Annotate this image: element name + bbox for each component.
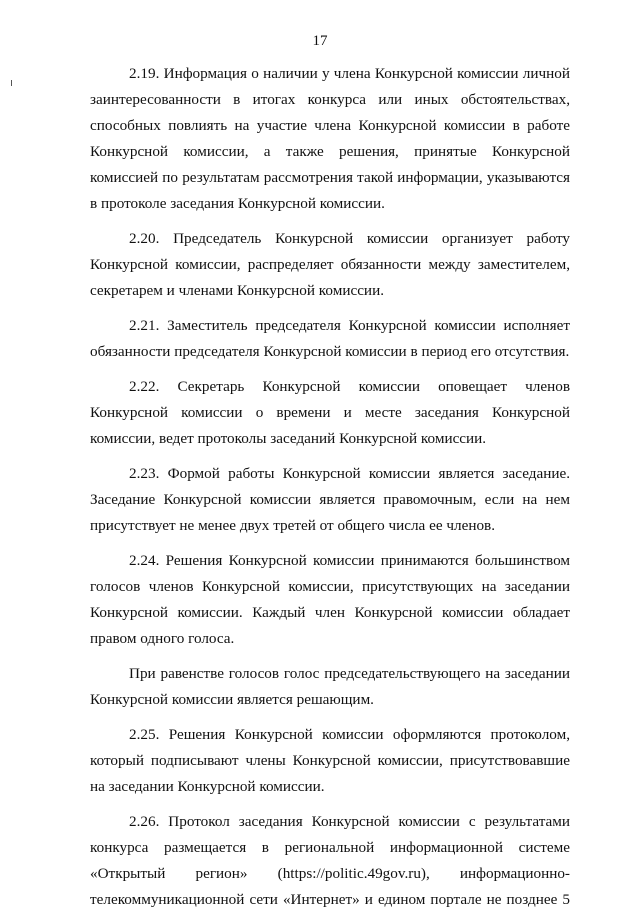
margin-mark: [11, 80, 12, 86]
paragraph-2-24: 2.24. Решения Конкурсной комиссии принимаются большинством голосов членов Конкурсной комиссии, присутствующих на заседании Конкурсной комиссии. Каждый член Конкурсной комиссии обладает правом одного голоса.: [90, 552, 570, 647]
paragraph-2-19: 2.19. Информация о наличии у члена Конкурсной комиссии личной заинтересованности в итогах конкурса или иных обстоятельствах, способных повлиять на участие члена Конкурсной комиссии в работе Конкурсной комиссии, а также решения, принятые Конкурсной комиссией по результатам рассмотрения такой информации, указываются в протоколе заседания Конкурсной комиссии.: [90, 65, 570, 212]
page-number: 17: [312, 33, 328, 49]
paragraph-2-21: 2.21. Заместитель председателя Конкурсной комиссии исполняет обязанности председателя Конкурсной комиссии в период его отсутствия.: [90, 317, 570, 360]
paragraph-2-23: 2.23. Формой работы Конкурсной комиссии является заседание. Заседание Конкурсной комиссии является правомочным, если на нем присутствует не менее двух третей от общего числа ее членов.: [90, 465, 570, 534]
paragraph-2-25: 2.25. Решения Конкурсной комиссии оформляются протоколом, который подписывают члены Конкурсной комиссии, присутствовавшие на заседании Конкурсной комиссии.: [90, 726, 570, 795]
document-body: [90, 61, 570, 922]
paragraph-2-24-tie-vote: При равенстве голосов голос председательствующего на заседании Конкурсной комиссии является решающим.: [90, 665, 570, 708]
paragraph-2-20: 2.20. Председатель Конкурсной комиссии организует работу Конкурсной комиссии, распределяет обязанности между заместителем, секретарем и членами Конкурсной комиссии.: [90, 230, 570, 299]
paragraph-2-26: 2.26. Протокол заседания Конкурсной комиссии с результатами конкурса размещается в региональной информационной системе «Открытый регион» (https://politic.49gov.ru), информационно-телекоммуникационной сети «Интернет» и едином портале не позднее 5: [90, 813, 570, 908]
paragraph-2-22: 2.22. Секретарь Конкурсной комиссии оповещает членов Конкурсной комиссии о времени и месте заседания Конкурсной комиссии, ведет протоколы заседаний Конкурсной комиссии.: [90, 378, 570, 447]
